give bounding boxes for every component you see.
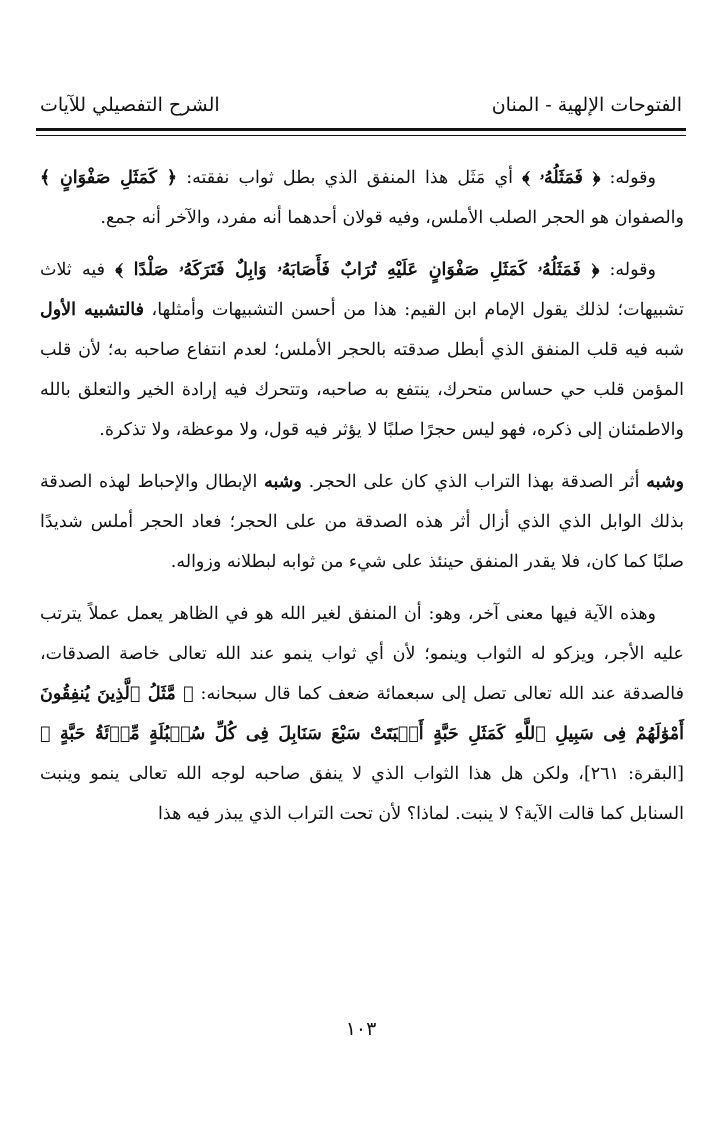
running-header	[40, 80, 682, 116]
paragraph-4	[40, 594, 684, 834]
paragraph-3	[40, 462, 684, 582]
p4-quran-1: ﴿ مَّثَلُ ٱلَّذِينَ يُنفِقُونَ أَمْوَٰلَهُمْ فِى سَبِيلِ ٱللَّهِ كَمَثَلِ حَبَّةٍ أَنۢبَتَتْ سَبْعَ سَنَابِلَ فِى كُلِّ سُنۢبُلَةٍ مِّا۟ئَةُ حَبَّةٍ ﴾	[40, 684, 684, 744]
p1-t2: أي مَثَل هذا المنفق الذي بطل ثواب نفقته:	[177, 168, 523, 188]
p2-t2: فيه ثلاث تشبيهات؛ لذلك يقول الإمام ابن القيم: هذا من أحسن التشبيهات وأمثلها،	[40, 260, 685, 320]
header-rule-thick	[36, 128, 686, 131]
section-title: الشرح التفصيلي للآيات	[40, 94, 220, 116]
p4-t0: وهذه الآية فيها معنى آخر، وهو: أن المنفق لغير الله هو في الظاهر يعمل عملاً يترتب عليه الأجر، ويزكو له الثواب وينمو؛ لأن أي ثواب ينمو عند الله تعالى خاصة الصدقات، فالصدقة عند الله تعالى تصل إلى سبعمائة ضعف كما قال سبحانه:	[40, 604, 684, 704]
p1-t0: وقوله:	[600, 168, 656, 188]
p2-quran-1: ﴿ فَمَثَلُهُۥ كَمَثَلِ صَفْوَانٍ عَلَيْهِ تُرَابٌ فَأَصَابَهُۥ وَابِلٌ فَتَرَكَهُۥ صَلْدًا ﴾	[115, 260, 600, 280]
p1-quran-2: ﴿ كَمَثَلِ صَفْوَانٍ ﴾	[40, 168, 178, 188]
p3-t3: الإبطال والإحباط لهذه الصدقة بذلك الوابل الذي الذي أزال أثر هذه الصدقة من على الحجر؛ فعاد الحجر أملس شديدًا صلبًا كما كان، فلا يقدر المنفق حينئذ على شيء من ثوابه لبطلانه وزواله.	[40, 472, 684, 572]
p1-t4: والصفوان هو الحجر الصلب الأملس، وفيه قولان أحدهما أنه مفرد، والآخر أنه جمع.	[100, 208, 684, 228]
p1-quran-1: ﴿ فَمَثَلُهُۥ ﴾	[522, 168, 601, 188]
paragraph-2	[40, 250, 684, 450]
p3-bold-2: وشبه	[264, 472, 302, 492]
body-text	[40, 158, 684, 846]
p2-t0: وقوله:	[599, 260, 656, 280]
p3-t1: أثر الصدقة بهذا التراب الذي كان على الحجر.	[301, 472, 647, 492]
book-title: الفتوحات الإلهية - المنان	[491, 94, 682, 116]
header-rule-thin	[36, 135, 686, 136]
page-number: ١٠٣	[345, 1018, 377, 1040]
p2-t4: شبه فيه قلب المنفق الذي أبطل صدقته بالحجر الأملس؛ لعدم انتفاع صاحبه به؛ لأن قلب المؤمن قلب حي حساس متحرك، ينتفع به صاحبه، وتتحرك فيه إرادة الخير والتعلق بالله والاطمئنان إلى ذكره، فهو ليس حجرًا صلبًا لا يؤثر فيه قول، ولا موعظة، ولا تذكرة.	[40, 340, 684, 440]
p2-bold-first-simile: فالتشبيه الأول	[40, 300, 144, 320]
p3-bold-1: وشبه	[646, 472, 684, 492]
paragraph-1	[40, 158, 684, 238]
p4-t2: [البقرة: ٢٦١]، ولكن هل هذا الثواب الذي لا ينفق صاحبه لوجه الله تعالى ينمو وينبت السنابل كما قالت الآية؟ لا ينبت. لماذا؟ لأن تحت التراب الذي يبذر فيه هذا	[40, 764, 684, 824]
